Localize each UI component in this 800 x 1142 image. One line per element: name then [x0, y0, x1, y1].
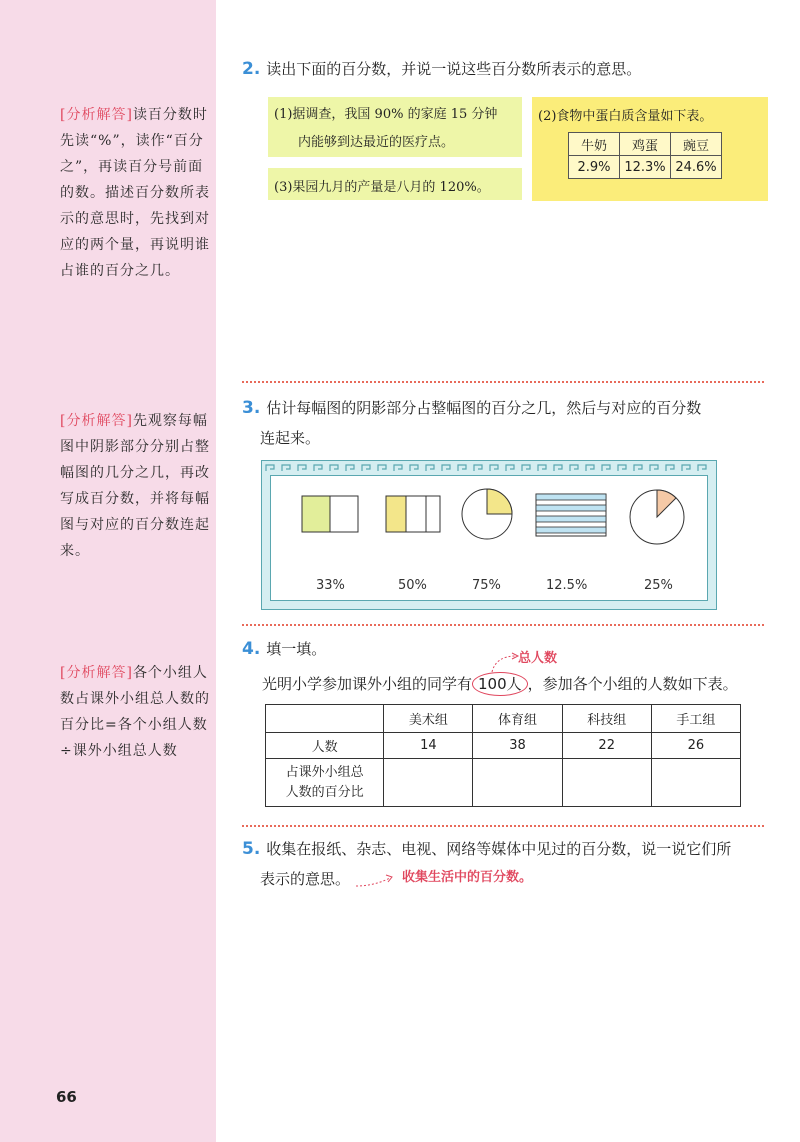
total-annotation: 总人数: [518, 651, 558, 666]
collect-annotation: 收集生活中的百分数。: [402, 870, 533, 885]
protein-header: 豌豆: [671, 133, 722, 156]
figure-slice-circle: [630, 490, 684, 544]
percent-option[interactable]: 12.5%: [546, 578, 588, 593]
analysis-note-1: [60, 102, 210, 284]
answer-cell[interactable]: [651, 759, 740, 807]
q2-item3-card: [268, 168, 522, 200]
annotation-arrow: [354, 868, 404, 890]
figure-third-square: [386, 496, 440, 532]
figure-striped-rectangle: [536, 494, 606, 536]
table-header: 美术组: [384, 705, 473, 733]
protein-value: 2.9%: [569, 156, 620, 179]
question-number: 4.: [242, 639, 261, 659]
shaded-figures: [280, 480, 710, 570]
question-text: 填一填。: [266, 640, 327, 658]
analysis-tag: [分析解答]: [60, 107, 133, 123]
table-header: 手工组: [651, 705, 740, 733]
question-text-continued: 连起来。: [260, 429, 321, 447]
answer-cell[interactable]: [473, 759, 562, 807]
answer-cell[interactable]: [384, 759, 473, 807]
question-3-prompt: [242, 393, 772, 453]
page-number: 66: [56, 1088, 77, 1106]
q2-item1-line1: (1)据调查，我国 90% 的家庭 15 分钟: [274, 107, 498, 122]
q2-item1-line2: 内能够到达最近的医疗点。: [298, 135, 455, 150]
row-label-line: 人数的百分比: [285, 784, 364, 800]
question-text: 读出下面的百分数，并说一说这些百分数所表示的意思。: [266, 60, 642, 78]
question-text: 收集在报纸、杂志、电视、网络等媒体中见过的百分数，说一说它们所: [266, 840, 732, 858]
q4-sentence: [262, 669, 738, 699]
protein-value: 24.6%: [671, 156, 722, 179]
analysis-note-2: [60, 408, 210, 564]
question-number: 5.: [242, 839, 261, 859]
table-corner: [266, 705, 384, 733]
protein-header: 牛奶: [569, 133, 620, 156]
q2-item2-title: (2)食物中蛋白质含量如下表。: [538, 109, 713, 124]
divider: [242, 825, 764, 827]
divider: [242, 624, 764, 626]
question-number: 2.: [242, 59, 261, 79]
row-label: [266, 759, 384, 807]
divider: [242, 381, 764, 383]
analysis-tag: [分析解答]: [60, 413, 133, 429]
question-number: 3.: [242, 398, 261, 418]
protein-header: 鸡蛋: [620, 133, 671, 156]
percent-option[interactable]: 75%: [472, 578, 501, 593]
row-label-line: 占课外小组总: [285, 764, 364, 780]
table-cell: 14: [384, 733, 473, 759]
figure-three-quarter-circle: [462, 489, 512, 539]
circled-total: 100人: [472, 672, 528, 696]
q2-item3-text: (3)果园九月的产量是八月的 120%。: [274, 180, 490, 195]
analysis-note-3: [60, 660, 210, 764]
percent-option[interactable]: 50%: [398, 578, 427, 593]
question-4-prompt: [242, 634, 326, 664]
figure-half-square: [302, 496, 358, 532]
analysis-text: 各个小组人数占课外小组总人数的百分比=各个小组人数÷课外小组总人数: [60, 665, 210, 759]
q4-sentence-post: ，参加各个小组的人数如下表。: [527, 675, 738, 693]
question-5-prompt: [242, 834, 772, 894]
table-cell: 22: [562, 733, 651, 759]
answer-cell[interactable]: [562, 759, 651, 807]
percent-option[interactable]: 33%: [316, 578, 345, 593]
percent-option[interactable]: 25%: [644, 578, 673, 593]
analysis-text: 读百分数时先读“%”，读作“百分之”，再读百分号前面的数。描述百分数所表示的意思时，先找到对应的两个量，再说明谁占谁的百分之几。: [60, 107, 210, 279]
q4-sentence-pre: 光明小学参加课外小组的同学有: [262, 675, 473, 693]
question-text: 估计每幅图的阴影部分占整幅图的百分之几，然后与对应的百分数: [266, 399, 702, 417]
question-2-prompt: [242, 54, 641, 84]
decorative-border: [262, 461, 716, 475]
protein-value: 12.3%: [620, 156, 671, 179]
group-table: [265, 704, 741, 807]
table-cell: 38: [473, 733, 562, 759]
analysis-text: 先观察每幅图中阴影部分分别占整幅图的几分之几，再改写成百分数，并将每幅图与对应的百分数连起来。: [60, 413, 210, 559]
protein-table: [568, 132, 722, 179]
row-label: 人数: [266, 733, 384, 759]
question-text-continued: 表示的意思。: [260, 870, 351, 888]
table-header: 科技组: [562, 705, 651, 733]
analysis-tag: [分析解答]: [60, 665, 133, 681]
table-header: 体育组: [473, 705, 562, 733]
q2-item1-card: [268, 97, 522, 157]
table-cell: 26: [651, 733, 740, 759]
